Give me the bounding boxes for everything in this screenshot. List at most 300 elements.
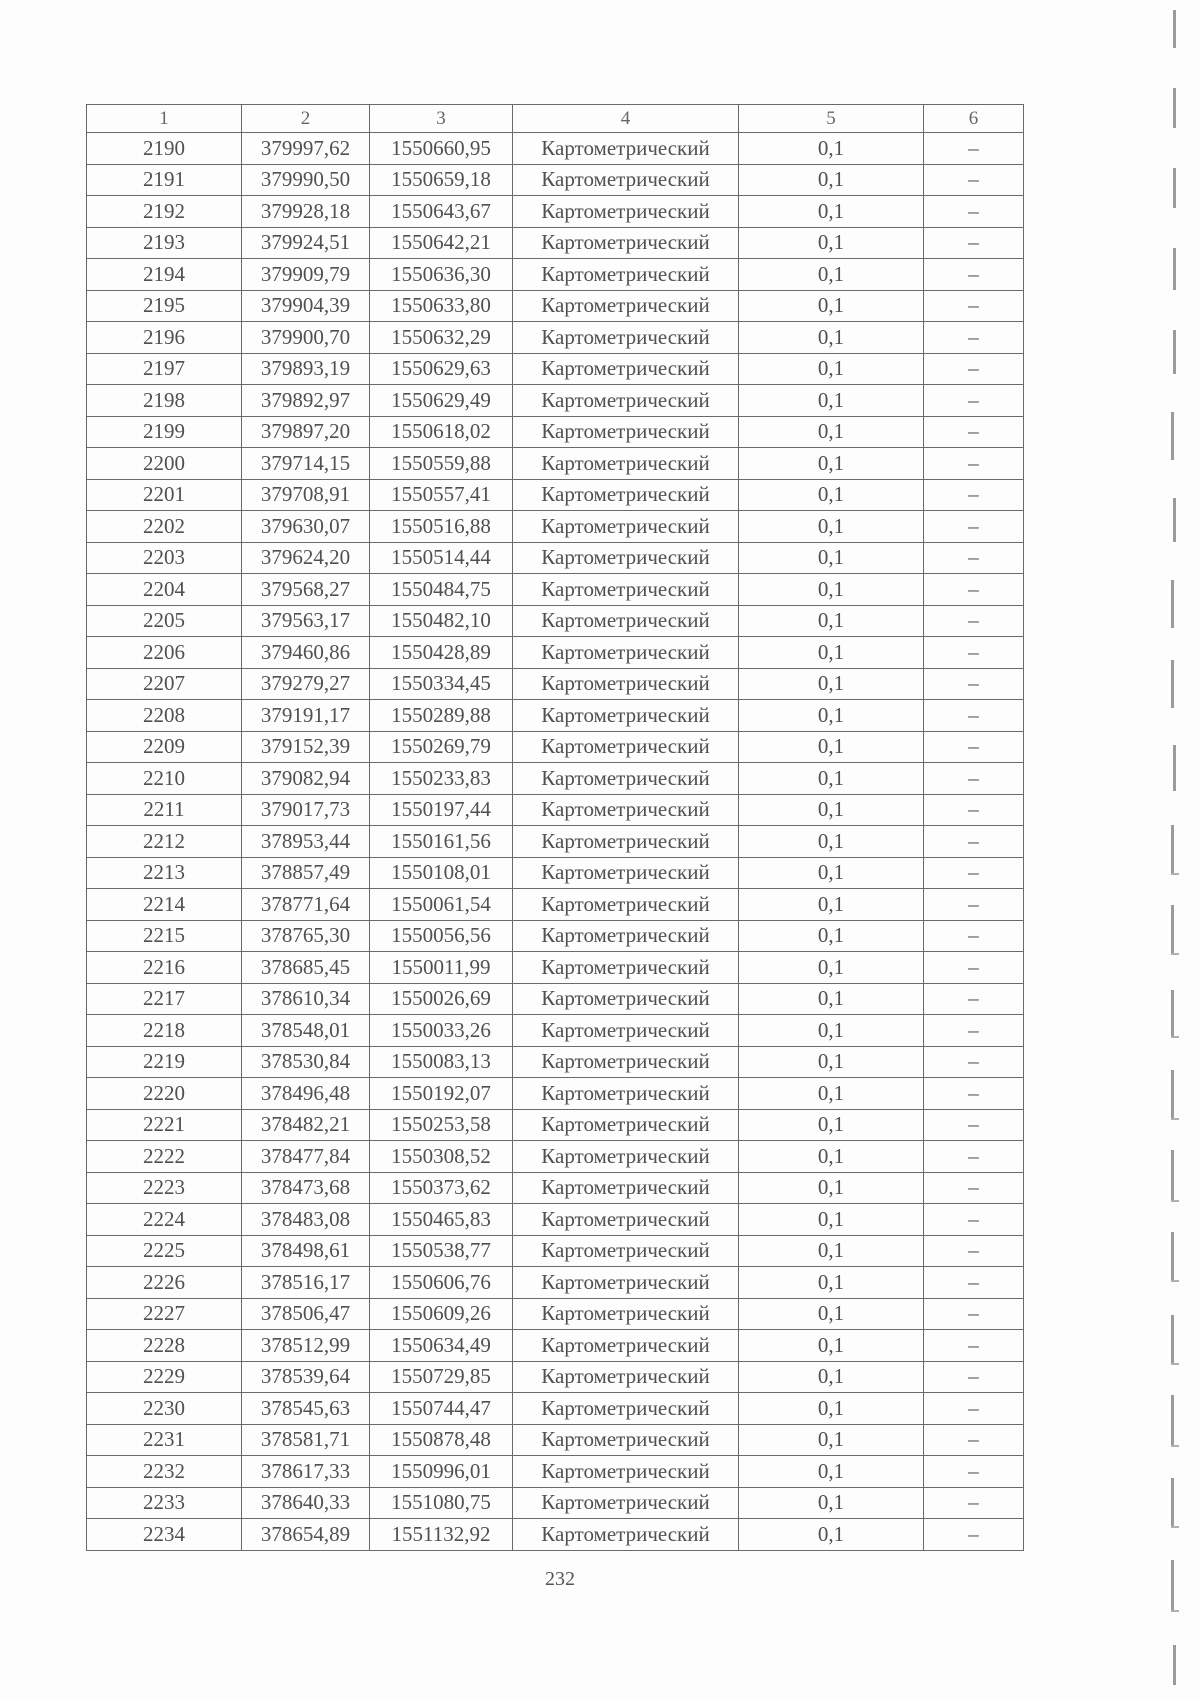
table-row (87, 637, 1024, 669)
method-cell: Картометрический (513, 1424, 739, 1456)
point-number-cell: 2213 (87, 857, 242, 889)
y-coordinate-cell: 1550161,56 (370, 826, 513, 858)
note-cell: – (924, 416, 1024, 448)
accuracy-cell: 0,1 (739, 1204, 924, 1236)
note-cell: – (924, 763, 1024, 795)
accuracy-cell: 0,1 (739, 227, 924, 259)
x-coordinate-cell: 378506,47 (242, 1298, 370, 1330)
x-coordinate-cell: 379152,39 (242, 731, 370, 763)
point-number-cell: 2232 (87, 1456, 242, 1488)
note-cell: – (924, 668, 1024, 700)
x-coordinate-cell: 379904,39 (242, 290, 370, 322)
y-coordinate-cell: 1550744,47 (370, 1393, 513, 1425)
table-row (87, 1109, 1024, 1141)
point-number-cell: 2207 (87, 668, 242, 700)
x-coordinate-cell: 379563,17 (242, 605, 370, 637)
x-coordinate-cell: 379279,27 (242, 668, 370, 700)
accuracy-cell: 0,1 (739, 542, 924, 574)
accuracy-cell: 0,1 (739, 133, 924, 165)
note-cell: – (924, 1172, 1024, 1204)
method-cell: Картометрический (513, 353, 739, 385)
accuracy-cell: 0,1 (739, 416, 924, 448)
point-number-cell: 2202 (87, 511, 242, 543)
point-number-cell: 2205 (87, 605, 242, 637)
y-coordinate-cell: 1550482,10 (370, 605, 513, 637)
scan-edge-mark (1171, 990, 1174, 1038)
x-coordinate-cell: 379082,94 (242, 763, 370, 795)
y-coordinate-cell: 1550629,49 (370, 385, 513, 417)
method-cell: Картометрический (513, 133, 739, 165)
point-number-cell: 2227 (87, 1298, 242, 1330)
scan-edge-mark (1171, 1478, 1174, 1528)
y-coordinate-cell: 1550011,99 (370, 952, 513, 984)
note-cell: – (924, 1393, 1024, 1425)
y-coordinate-cell: 1550269,79 (370, 731, 513, 763)
point-number-cell: 2217 (87, 983, 242, 1015)
point-number-cell: 2214 (87, 889, 242, 921)
method-cell: Картометрический (513, 542, 739, 574)
note-cell: – (924, 700, 1024, 732)
accuracy-cell: 0,1 (739, 1078, 924, 1110)
scan-edge-mark (1173, 10, 1176, 48)
table-row (87, 763, 1024, 795)
point-number-cell: 2208 (87, 700, 242, 732)
method-cell: Картометрический (513, 637, 739, 669)
x-coordinate-cell: 378857,49 (242, 857, 370, 889)
table-body (87, 133, 1024, 1551)
x-coordinate-cell: 379714,15 (242, 448, 370, 480)
x-coordinate-cell: 379897,20 (242, 416, 370, 448)
method-cell: Картометрический (513, 1015, 739, 1047)
scan-edge-mark (1171, 1232, 1174, 1282)
method-cell: Картометрический (513, 1141, 739, 1173)
accuracy-cell: 0,1 (739, 479, 924, 511)
method-cell: Картометрический (513, 416, 739, 448)
x-coordinate-cell: 378530,84 (242, 1046, 370, 1078)
table-row (87, 1235, 1024, 1267)
accuracy-cell: 0,1 (739, 1235, 924, 1267)
note-cell: – (924, 1424, 1024, 1456)
y-coordinate-cell: 1550373,62 (370, 1172, 513, 1204)
accuracy-cell: 0,1 (739, 290, 924, 322)
point-number-cell: 2216 (87, 952, 242, 984)
note-cell: – (924, 889, 1024, 921)
x-coordinate-cell: 378685,45 (242, 952, 370, 984)
point-number-cell: 2196 (87, 322, 242, 354)
accuracy-cell: 0,1 (739, 920, 924, 952)
coordinates-table (86, 104, 1024, 1551)
table-header (87, 105, 1024, 133)
note-cell: – (924, 1235, 1024, 1267)
method-cell: Картометрический (513, 1046, 739, 1078)
method-cell: Картометрический (513, 857, 739, 889)
point-number-cell: 2226 (87, 1267, 242, 1299)
scan-edge-mark (1171, 1560, 1174, 1612)
table-row (87, 1267, 1024, 1299)
header-row (87, 105, 1024, 133)
x-coordinate-cell: 379990,50 (242, 164, 370, 196)
scan-edge-mark (1171, 660, 1174, 708)
method-cell: Картометрический (513, 700, 739, 732)
accuracy-cell: 0,1 (739, 164, 924, 196)
table-row (87, 794, 1024, 826)
note-cell: – (924, 479, 1024, 511)
y-coordinate-cell: 1550559,88 (370, 448, 513, 480)
y-coordinate-cell: 1550484,75 (370, 574, 513, 606)
x-coordinate-cell: 379928,18 (242, 196, 370, 228)
y-coordinate-cell: 1550334,45 (370, 668, 513, 700)
note-cell: – (924, 542, 1024, 574)
method-cell: Картометрический (513, 1204, 739, 1236)
note-cell: – (924, 794, 1024, 826)
table-row (87, 416, 1024, 448)
method-cell: Картометрический (513, 889, 739, 921)
method-cell: Картометрический (513, 668, 739, 700)
note-cell: – (924, 1015, 1024, 1047)
method-cell: Картометрический (513, 1519, 739, 1551)
x-coordinate-cell: 378539,64 (242, 1361, 370, 1393)
x-coordinate-cell: 378765,30 (242, 920, 370, 952)
note-cell: – (924, 511, 1024, 543)
method-cell: Картометрический (513, 1298, 739, 1330)
scan-edge-mark (1173, 745, 1176, 791)
note-cell: – (924, 227, 1024, 259)
accuracy-cell: 0,1 (739, 322, 924, 354)
accuracy-cell: 0,1 (739, 259, 924, 291)
accuracy-cell: 0,1 (739, 1456, 924, 1488)
table-row (87, 542, 1024, 574)
point-number-cell: 2197 (87, 353, 242, 385)
y-coordinate-cell: 1550642,21 (370, 227, 513, 259)
y-coordinate-cell: 1550634,49 (370, 1330, 513, 1362)
note-cell: – (924, 1078, 1024, 1110)
point-number-cell: 2228 (87, 1330, 242, 1362)
scan-edge-mark (1171, 412, 1174, 460)
table-row (87, 353, 1024, 385)
y-coordinate-cell: 1550643,67 (370, 196, 513, 228)
method-cell: Картометрический (513, 290, 739, 322)
method-cell: Картометрический (513, 605, 739, 637)
method-cell: Картометрический (513, 259, 739, 291)
x-coordinate-cell: 378516,17 (242, 1267, 370, 1299)
note-cell: – (924, 290, 1024, 322)
method-cell: Картометрический (513, 1393, 739, 1425)
accuracy-cell: 0,1 (739, 700, 924, 732)
y-coordinate-cell: 1550289,88 (370, 700, 513, 732)
table-row (87, 133, 1024, 165)
scan-edge-mark (1173, 88, 1176, 128)
method-cell: Картометрический (513, 983, 739, 1015)
table-row (87, 322, 1024, 354)
y-coordinate-cell: 1550660,95 (370, 133, 513, 165)
table-row (87, 1298, 1024, 1330)
accuracy-cell: 0,1 (739, 668, 924, 700)
note-cell: – (924, 164, 1024, 196)
table-row (87, 731, 1024, 763)
accuracy-cell: 0,1 (739, 1393, 924, 1425)
note-cell: – (924, 1487, 1024, 1519)
x-coordinate-cell: 379630,07 (242, 511, 370, 543)
accuracy-cell: 0,1 (739, 196, 924, 228)
point-number-cell: 2230 (87, 1393, 242, 1425)
x-coordinate-cell: 378771,64 (242, 889, 370, 921)
note-cell: – (924, 353, 1024, 385)
point-number-cell: 2218 (87, 1015, 242, 1047)
y-coordinate-cell: 1550659,18 (370, 164, 513, 196)
note-cell: – (924, 857, 1024, 889)
x-coordinate-cell: 378477,84 (242, 1141, 370, 1173)
accuracy-cell: 0,1 (739, 1172, 924, 1204)
x-coordinate-cell: 378545,63 (242, 1393, 370, 1425)
accuracy-cell: 0,1 (739, 763, 924, 795)
method-cell: Картометрический (513, 1172, 739, 1204)
x-coordinate-cell: 379893,19 (242, 353, 370, 385)
method-cell: Картометрический (513, 227, 739, 259)
note-cell: – (924, 385, 1024, 417)
accuracy-cell: 0,1 (739, 1141, 924, 1173)
accuracy-cell: 0,1 (739, 826, 924, 858)
note-cell: – (924, 1456, 1024, 1488)
method-cell: Картометрический (513, 1487, 739, 1519)
accuracy-cell: 0,1 (739, 574, 924, 606)
note-cell: – (924, 952, 1024, 984)
column-header-3: 3 (370, 105, 513, 133)
point-number-cell: 2231 (87, 1424, 242, 1456)
point-number-cell: 2199 (87, 416, 242, 448)
table-row (87, 1519, 1024, 1551)
table-row (87, 385, 1024, 417)
method-cell: Картометрический (513, 448, 739, 480)
accuracy-cell: 0,1 (739, 605, 924, 637)
accuracy-cell: 0,1 (739, 983, 924, 1015)
table-row (87, 479, 1024, 511)
x-coordinate-cell: 378617,33 (242, 1456, 370, 1488)
scan-edge-mark (1171, 1150, 1174, 1202)
method-cell: Картометрический (513, 479, 739, 511)
y-coordinate-cell: 1550083,13 (370, 1046, 513, 1078)
scan-edge-mark (1173, 330, 1176, 374)
y-coordinate-cell: 1550636,30 (370, 259, 513, 291)
accuracy-cell: 0,1 (739, 1015, 924, 1047)
method-cell: Картометрический (513, 1235, 739, 1267)
table-row (87, 1204, 1024, 1236)
point-number-cell: 2195 (87, 290, 242, 322)
point-number-cell: 2215 (87, 920, 242, 952)
table-row (87, 1141, 1024, 1173)
note-cell: – (924, 1519, 1024, 1551)
table-row (87, 1456, 1024, 1488)
method-cell: Картометрический (513, 731, 739, 763)
point-number-cell: 2233 (87, 1487, 242, 1519)
y-coordinate-cell: 1550061,54 (370, 889, 513, 921)
accuracy-cell: 0,1 (739, 448, 924, 480)
table-row (87, 668, 1024, 700)
x-coordinate-cell: 378953,44 (242, 826, 370, 858)
method-cell: Картометрический (513, 385, 739, 417)
y-coordinate-cell: 1550026,69 (370, 983, 513, 1015)
point-number-cell: 2192 (87, 196, 242, 228)
accuracy-cell: 0,1 (739, 1330, 924, 1362)
note-cell: – (924, 826, 1024, 858)
y-coordinate-cell: 1550633,80 (370, 290, 513, 322)
x-coordinate-cell: 379924,51 (242, 227, 370, 259)
accuracy-cell: 0,1 (739, 889, 924, 921)
table-row (87, 164, 1024, 196)
scan-edge-mark (1173, 248, 1176, 290)
table-row (87, 857, 1024, 889)
method-cell: Картометрический (513, 322, 739, 354)
note-cell: – (924, 574, 1024, 606)
point-number-cell: 2206 (87, 637, 242, 669)
accuracy-cell: 0,1 (739, 1109, 924, 1141)
column-header-1: 1 (87, 105, 242, 133)
y-coordinate-cell: 1550253,58 (370, 1109, 513, 1141)
x-coordinate-cell: 378548,01 (242, 1015, 370, 1047)
column-header-4: 4 (513, 105, 739, 133)
scan-edge-mark (1171, 825, 1174, 875)
method-cell: Картометрический (513, 1456, 739, 1488)
method-cell: Картометрический (513, 826, 739, 858)
point-number-cell: 2210 (87, 763, 242, 795)
column-header-5: 5 (739, 105, 924, 133)
x-coordinate-cell: 379017,73 (242, 794, 370, 826)
y-coordinate-cell: 1550632,29 (370, 322, 513, 354)
method-cell: Картометрический (513, 1267, 739, 1299)
y-coordinate-cell: 1550729,85 (370, 1361, 513, 1393)
point-number-cell: 2223 (87, 1172, 242, 1204)
accuracy-cell: 0,1 (739, 794, 924, 826)
y-coordinate-cell: 1551080,75 (370, 1487, 513, 1519)
accuracy-cell: 0,1 (739, 637, 924, 669)
table-row (87, 952, 1024, 984)
note-cell: – (924, 1361, 1024, 1393)
table-row (87, 1015, 1024, 1047)
point-number-cell: 2221 (87, 1109, 242, 1141)
x-coordinate-cell: 378498,61 (242, 1235, 370, 1267)
point-number-cell: 2198 (87, 385, 242, 417)
accuracy-cell: 0,1 (739, 1487, 924, 1519)
y-coordinate-cell: 1550465,83 (370, 1204, 513, 1236)
x-coordinate-cell: 378610,34 (242, 983, 370, 1015)
y-coordinate-cell: 1550557,41 (370, 479, 513, 511)
note-cell: – (924, 133, 1024, 165)
method-cell: Картометрический (513, 1109, 739, 1141)
x-coordinate-cell: 379568,27 (242, 574, 370, 606)
y-coordinate-cell: 1550428,89 (370, 637, 513, 669)
table-row (87, 196, 1024, 228)
y-coordinate-cell: 1550609,26 (370, 1298, 513, 1330)
note-cell: – (924, 731, 1024, 763)
y-coordinate-cell: 1550033,26 (370, 1015, 513, 1047)
table-row (87, 1487, 1024, 1519)
accuracy-cell: 0,1 (739, 511, 924, 543)
note-cell: – (924, 259, 1024, 291)
table-row (87, 227, 1024, 259)
note-cell: – (924, 1046, 1024, 1078)
method-cell: Картометрический (513, 794, 739, 826)
column-header-2: 2 (242, 105, 370, 133)
scan-edge-mark (1171, 1070, 1174, 1120)
note-cell: – (924, 637, 1024, 669)
point-number-cell: 2200 (87, 448, 242, 480)
accuracy-cell: 0,1 (739, 1519, 924, 1551)
x-coordinate-cell: 379909,79 (242, 259, 370, 291)
note-cell: – (924, 1204, 1024, 1236)
point-number-cell: 2212 (87, 826, 242, 858)
x-coordinate-cell: 379997,62 (242, 133, 370, 165)
table-row (87, 1046, 1024, 1078)
page-number: 232 (545, 1568, 575, 1590)
point-number-cell: 2225 (87, 1235, 242, 1267)
method-cell: Картометрический (513, 164, 739, 196)
accuracy-cell: 0,1 (739, 385, 924, 417)
y-coordinate-cell: 1550516,88 (370, 511, 513, 543)
point-number-cell: 2201 (87, 479, 242, 511)
x-coordinate-cell: 378483,08 (242, 1204, 370, 1236)
method-cell: Картометрический (513, 196, 739, 228)
method-cell: Картометрический (513, 511, 739, 543)
y-coordinate-cell: 1550606,76 (370, 1267, 513, 1299)
table-row (87, 889, 1024, 921)
method-cell: Картометрический (513, 1361, 739, 1393)
method-cell: Картометрический (513, 1078, 739, 1110)
note-cell: – (924, 1330, 1024, 1362)
y-coordinate-cell: 1550308,52 (370, 1141, 513, 1173)
y-coordinate-cell: 1550514,44 (370, 542, 513, 574)
x-coordinate-cell: 378581,71 (242, 1424, 370, 1456)
point-number-cell: 2224 (87, 1204, 242, 1236)
x-coordinate-cell: 378640,33 (242, 1487, 370, 1519)
scan-edge-mark (1171, 1395, 1174, 1447)
accuracy-cell: 0,1 (739, 1361, 924, 1393)
point-number-cell: 2190 (87, 133, 242, 165)
accuracy-cell: 0,1 (739, 857, 924, 889)
x-coordinate-cell: 378496,48 (242, 1078, 370, 1110)
note-cell: – (924, 322, 1024, 354)
column-header-6: 6 (924, 105, 1024, 133)
table-row (87, 983, 1024, 1015)
point-number-cell: 2203 (87, 542, 242, 574)
note-cell: – (924, 1267, 1024, 1299)
method-cell: Картометрический (513, 574, 739, 606)
x-coordinate-cell: 378482,21 (242, 1109, 370, 1141)
point-number-cell: 2193 (87, 227, 242, 259)
scan-edge-mark (1171, 580, 1174, 628)
point-number-cell: 2194 (87, 259, 242, 291)
x-coordinate-cell: 379460,86 (242, 637, 370, 669)
table-row (87, 1172, 1024, 1204)
y-coordinate-cell: 1550996,01 (370, 1456, 513, 1488)
table-row (87, 1330, 1024, 1362)
y-coordinate-cell: 1550538,77 (370, 1235, 513, 1267)
accuracy-cell: 0,1 (739, 731, 924, 763)
note-cell: – (924, 920, 1024, 952)
point-number-cell: 2204 (87, 574, 242, 606)
x-coordinate-cell: 378512,99 (242, 1330, 370, 1362)
point-number-cell: 2234 (87, 1519, 242, 1551)
table-row (87, 511, 1024, 543)
accuracy-cell: 0,1 (739, 353, 924, 385)
accuracy-cell: 0,1 (739, 1298, 924, 1330)
y-coordinate-cell: 1550629,63 (370, 353, 513, 385)
y-coordinate-cell: 1551132,92 (370, 1519, 513, 1551)
y-coordinate-cell: 1550056,56 (370, 920, 513, 952)
note-cell: – (924, 983, 1024, 1015)
method-cell: Картометрический (513, 763, 739, 795)
accuracy-cell: 0,1 (739, 952, 924, 984)
table-row (87, 605, 1024, 637)
x-coordinate-cell: 379900,70 (242, 322, 370, 354)
